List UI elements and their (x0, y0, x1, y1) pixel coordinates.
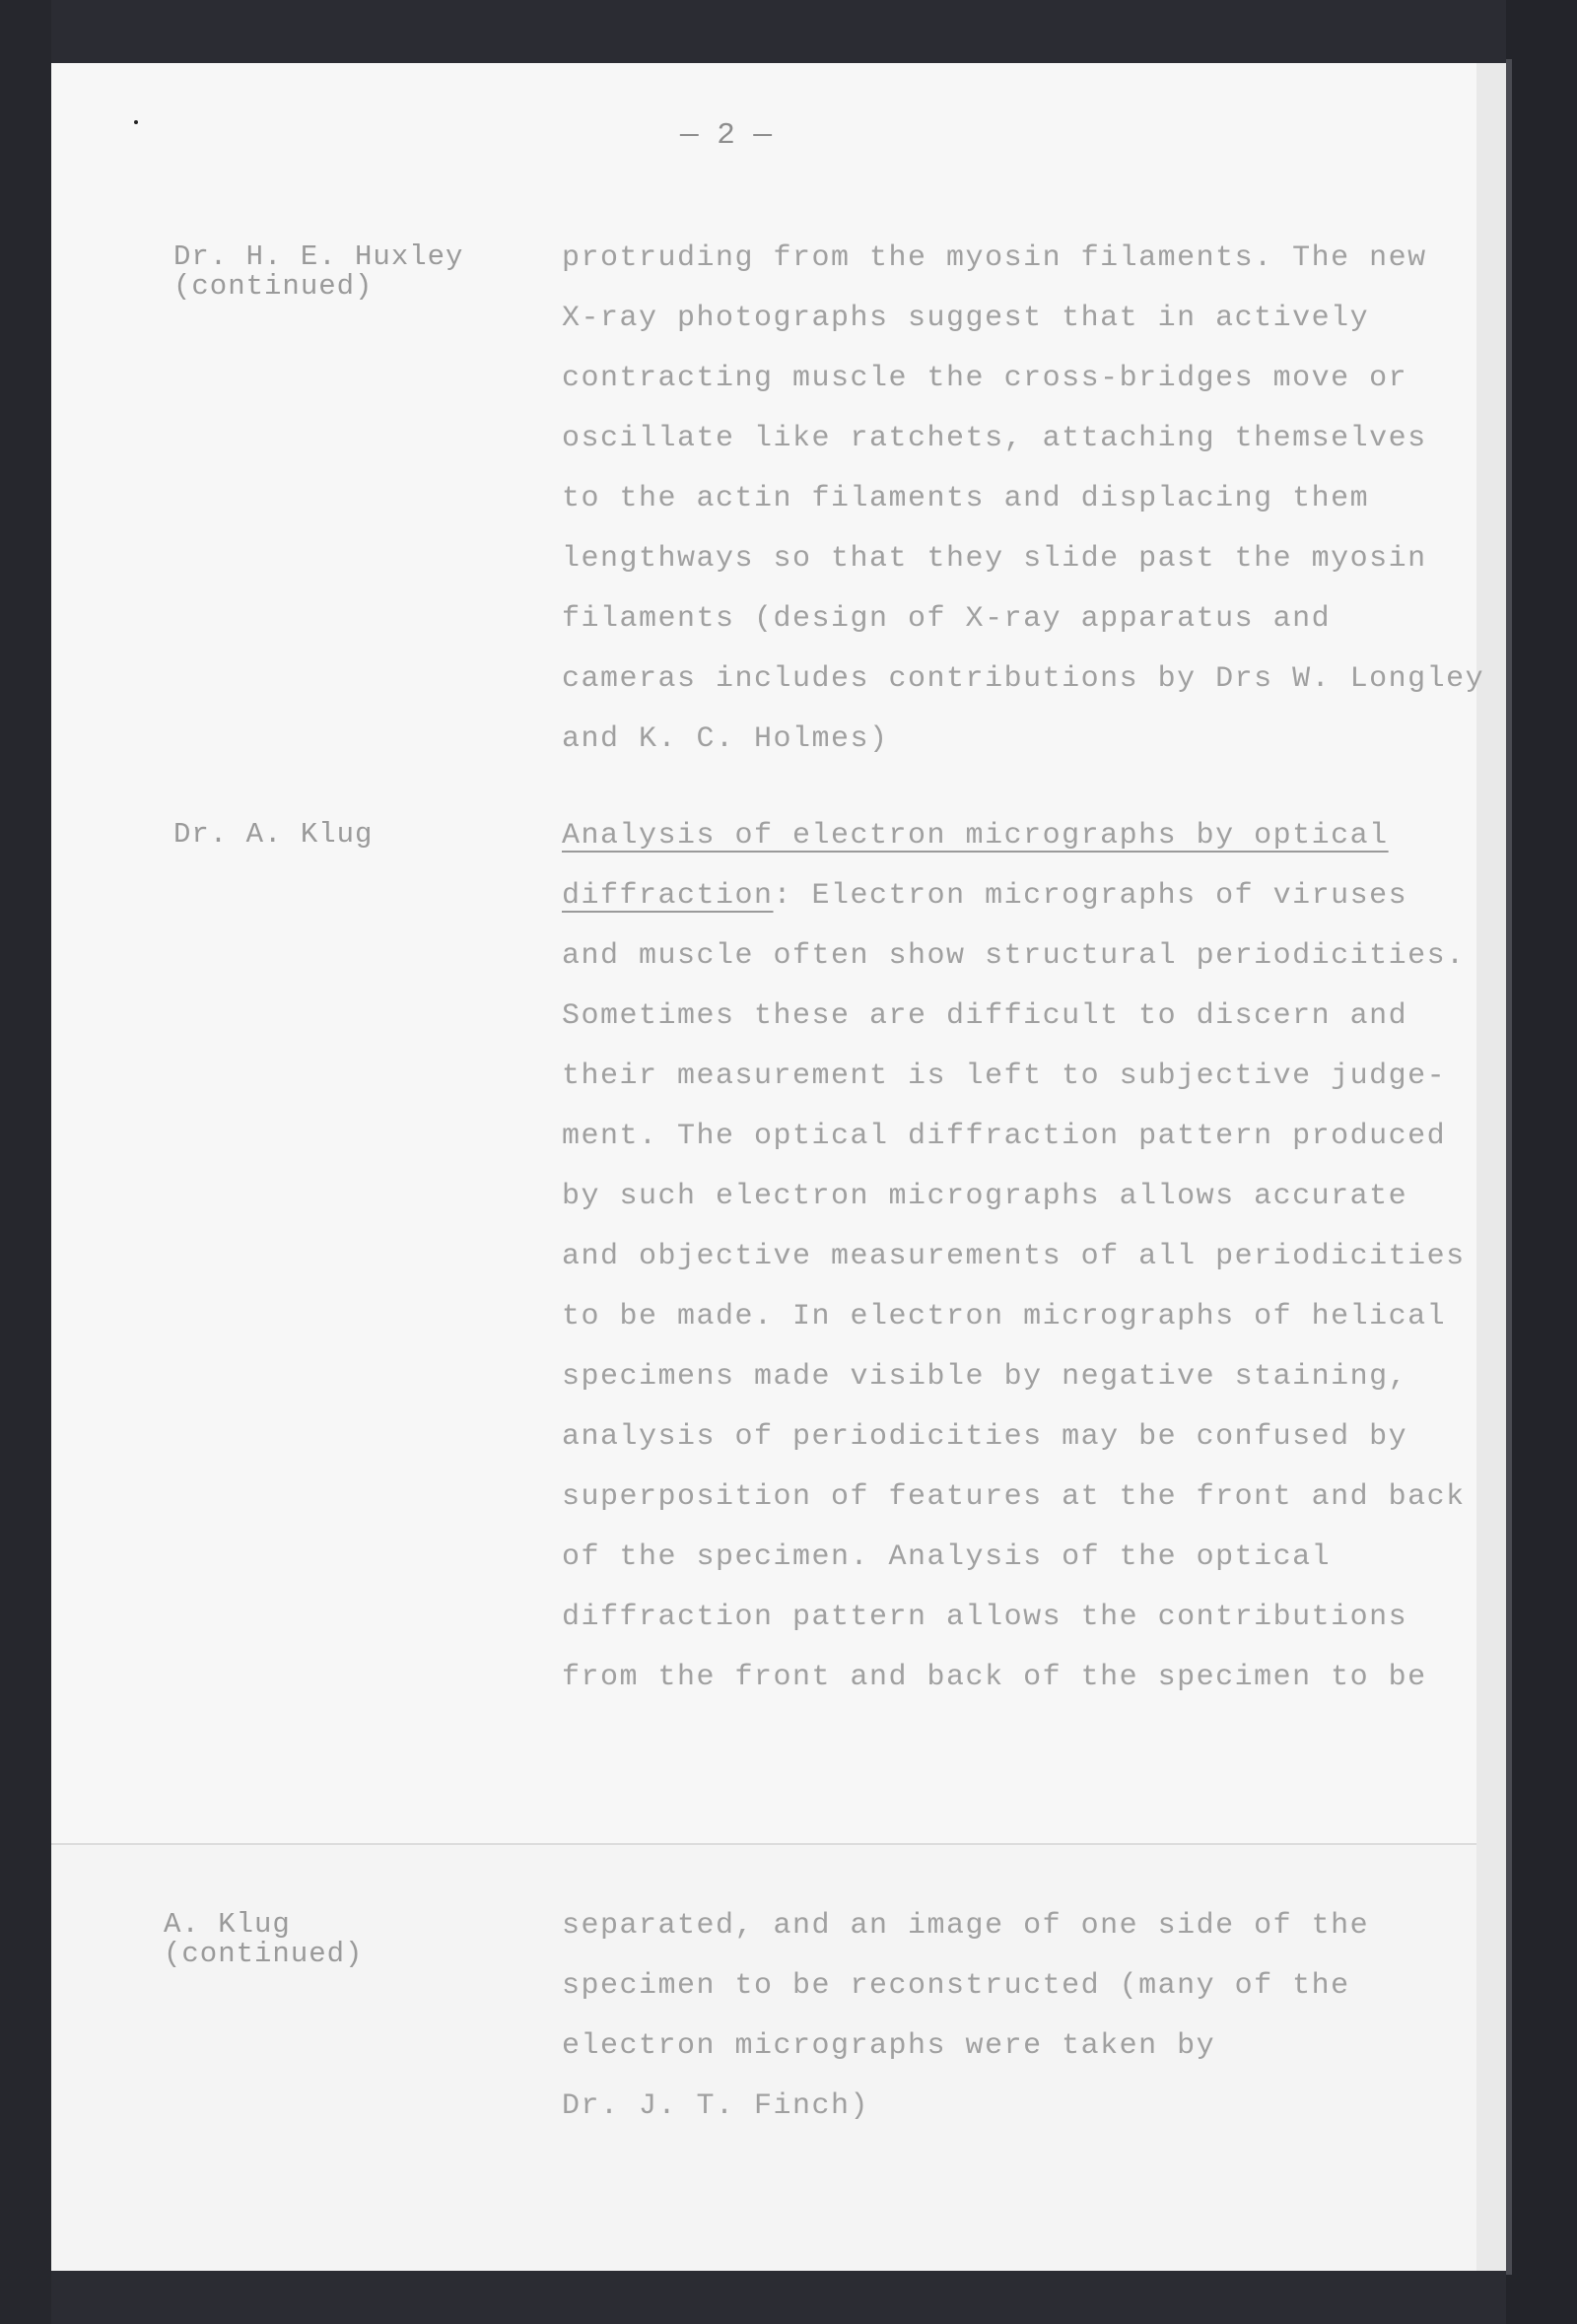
text-line: cameras includes contributions by Drs W. Longley (562, 662, 1485, 696)
text-line: and muscle often show structural periodicities. (562, 939, 1466, 973)
text-line: diffraction pattern allows the contributions (562, 1601, 1408, 1634)
text-line: protruding from the myosin filaments. The new (562, 241, 1427, 275)
text-line: to be made. In electron micrographs of helical (562, 1300, 1447, 1333)
paragraph-klug (562, 820, 1466, 1722)
text-line: of the specimen. Analysis of the optical (562, 1540, 1332, 1574)
text-line: lengthways so that they slide past the myosin (562, 542, 1427, 576)
text-line: and K. C. Holmes) (562, 722, 889, 756)
scan-background-left (0, 0, 51, 2324)
text-line: to the actin filaments and displacing them (562, 482, 1370, 515)
text-line: Dr. J. T. Finch) (562, 2089, 870, 2123)
ink-speck (134, 120, 138, 124)
speaker-name-klug: Dr. A. Klug (173, 818, 374, 851)
text-line: ment. The optical diffraction pattern produced (562, 1120, 1447, 1153)
text-line: analysis of periodicities may be confused by (562, 1420, 1408, 1454)
section-heading-end: diffraction (562, 879, 774, 913)
text-line: by such electron micrographs allows accurate (562, 1180, 1408, 1213)
page-number: — 2 — (680, 118, 773, 153)
text-line: X-ray photographs suggest that in actively (562, 302, 1370, 335)
section-heading: Analysis of electron micrographs by optical (562, 819, 1389, 853)
text-line: from the front and back of the specimen to be (562, 1661, 1427, 1694)
page-shadow (1506, 59, 1512, 2275)
page-fold-line (51, 1843, 1476, 1845)
text-line: Sometimes these are difficult to discern and (562, 999, 1408, 1033)
text-line: and objective measurements of all periodicities (562, 1240, 1466, 1273)
text-line: superposition of features at the front and back (562, 1480, 1466, 1514)
text-line: specimens made visible by negative staining, (562, 1360, 1408, 1394)
text-line: specimen to be reconstructed (many of the (562, 1969, 1350, 2003)
paragraph-huxley (562, 242, 1484, 784)
text-line: oscillate like ratchets, attaching themselves (562, 422, 1427, 455)
speaker-name-klug-continued: A. Klug (continued) (164, 1908, 364, 1970)
text-line: filaments (design of X-ray apparatus and (562, 602, 1332, 636)
text-line: separated, and an image of one side of the (562, 1909, 1370, 1943)
text-line: their measurement is left to subjective judge- (562, 1059, 1447, 1093)
speaker-name-huxley: Dr. H. E. Huxley (continued) (173, 240, 464, 303)
text-line (562, 880, 1466, 940)
text-fragment: : Electron micrographs of viruses (773, 879, 1408, 913)
section-heading-line (562, 820, 1466, 880)
text-line: electron micrographs were taken by (562, 2029, 1216, 2063)
text-line: contracting muscle the cross-bridges move or (562, 362, 1408, 395)
scan-background-right (1506, 0, 1577, 2324)
paragraph-klug-continued (562, 1910, 1369, 2151)
